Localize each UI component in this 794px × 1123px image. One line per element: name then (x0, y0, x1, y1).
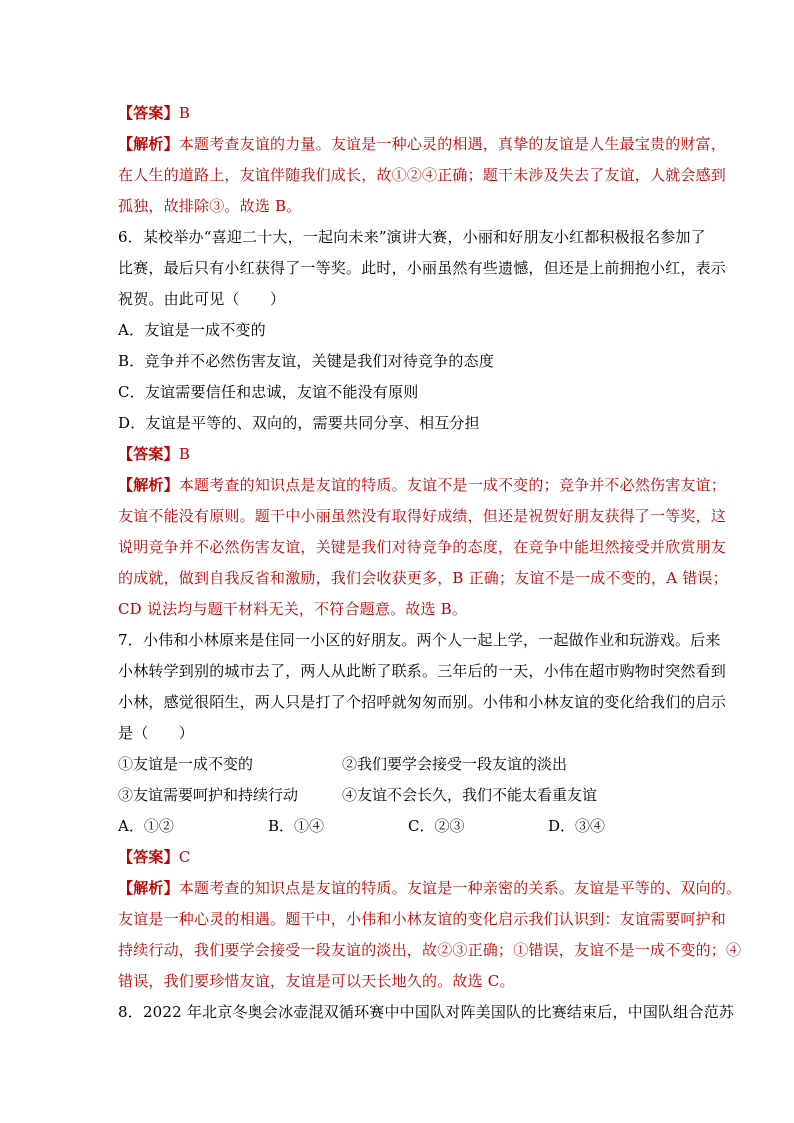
q7-statement: ④友谊不会长久，我们不能太看重友谊 (342, 786, 598, 804)
q7-analysis-line: 持续行动，我们要学会接受一段友谊的淡出，故②③正确；①错误，友谊不是一成不变的；④ (118, 941, 742, 959)
q6-analysis-line: CD 说法均与题干材料无关，不符合题意。故选 B。 (118, 600, 468, 618)
q6-option-b: B．竞争并不必然伤害友谊，关键是我们对待竞争的态度 (118, 352, 495, 370)
q7-stem-line: 7．小伟和小林原来是住同一小区的好朋友。两个人一起上学，一起做作业和玩游戏。后来 (118, 631, 721, 649)
q7-answer (118, 842, 688, 873)
answer-label: 【答案】 (118, 104, 179, 122)
q7-statements-row (118, 780, 688, 811)
q7-options-row (118, 811, 688, 842)
q5-analysis-line: 在人生的道路上，友谊伴随我们成长，故①②④正确；题干未涉及失去了友谊，人就会感到 (118, 166, 727, 184)
q7-stem-line: 是（ ） (118, 724, 195, 742)
q6-analysis-line: 的成就，做到自我反省和激励，我们会收获更多，B 正确；友谊不是一成不变的，A 错误； (118, 569, 728, 587)
q7-statements-row (118, 749, 688, 780)
q7-stem-line: 小林，感觉很陌生，两人只是打了个招呼就匆匆而别。小伟和小林友谊的变化给我们的启示 (118, 693, 727, 711)
q7-statement: ③友谊需要呵护和持续行动 (118, 786, 299, 804)
q6-option-a: A．友谊是一成不变的 (118, 321, 266, 339)
q5-answer (118, 98, 688, 129)
q7-statement: ①友谊是一成不变的 (118, 755, 254, 773)
answer-value: C (178, 848, 191, 866)
q6-analysis-line (118, 470, 727, 501)
q6-option-d: D．友谊是平等的、双向的，需要共同分享、相互分担 (118, 414, 480, 432)
q6-stem-line: 比赛，最后只有小红获得了一等奖。此时，小丽虽然有些遗憾，但还是上前拥抱小红，表示 (118, 259, 727, 277)
q7-analysis-line (118, 873, 742, 904)
answer-value: B (178, 445, 191, 463)
analysis-label: 【解析】 (118, 135, 179, 153)
q7-option-c: C．②③ (408, 817, 465, 835)
analysis-label: 【解析】 (118, 476, 179, 494)
q7-statement: ②我们要学会接受一段友谊的淡出 (342, 755, 568, 773)
analysis-text: 本题考查的知识点是友谊的特质。友谊不是一成不变的；竞争并不必然伤害友谊； (178, 476, 727, 494)
analysis-text: 本题考查的知识点是友谊的特质。友谊是一种亲密的关系。友谊是平等的、双向的。 (178, 879, 742, 897)
q6-stem-line: 6．某校举办“喜迎二十大，一起向未来”演讲大赛，小丽和好朋友小红都积极报名参加了 (118, 228, 706, 246)
q5-analysis-line: 孤独，故排除③。故选 B。 (118, 197, 302, 215)
document-page (118, 98, 742, 1028)
analysis-label: 【解析】 (118, 879, 179, 897)
q6-analysis-line: 友谊不能没有原则。题干中小丽虽然没有取得好成绩，但还是祝贺好朋友获得了一等奖，这 (118, 507, 727, 525)
q7-analysis-line: 错误，我们要珍惜友谊，友谊是可以天长地久的。故选 C。 (118, 972, 515, 990)
analysis-text: 本题考查友谊的力量。友谊是一种心灵的相遇，真挚的友谊是人生最宝贵的财富， (178, 135, 727, 153)
answer-value: B (178, 104, 191, 122)
q7-option-d: D．③④ (548, 817, 606, 835)
q6-analysis-line: 说明竞争并不必然伤害友谊，关键是我们对待竞争的态度，在竞争中能坦然接受并欣赏朋友 (118, 538, 727, 556)
answer-label: 【答案】 (118, 445, 179, 463)
q6-stem-line: 祝贺。由此可见（ ） (118, 290, 286, 308)
answer-label: 【答案】 (118, 848, 179, 866)
q8-stem-line: 8．2022 年北京冬奥会冰壶混双循环赛中中国队对阵美国队的比赛结束后，中国队组合范苏 (118, 1003, 735, 1021)
q7-stem-line: 小林转学到别的城市去了，两人从此断了联系。三年后的一天，小伟在超市购物时突然看到 (118, 662, 727, 680)
q7-option-b: B．①④ (268, 817, 325, 835)
q5-analysis-line (118, 129, 727, 160)
q7-option-a: A．①② (118, 817, 174, 835)
q6-option-c: C．友谊需要信任和忠诚，友谊不能没有原则 (118, 383, 419, 401)
q7-analysis-line: 友谊是一种心灵的相遇。题干中，小伟和小林友谊的变化启示我们认识到：友谊需要呵护和 (118, 910, 727, 928)
q6-answer (118, 439, 688, 470)
